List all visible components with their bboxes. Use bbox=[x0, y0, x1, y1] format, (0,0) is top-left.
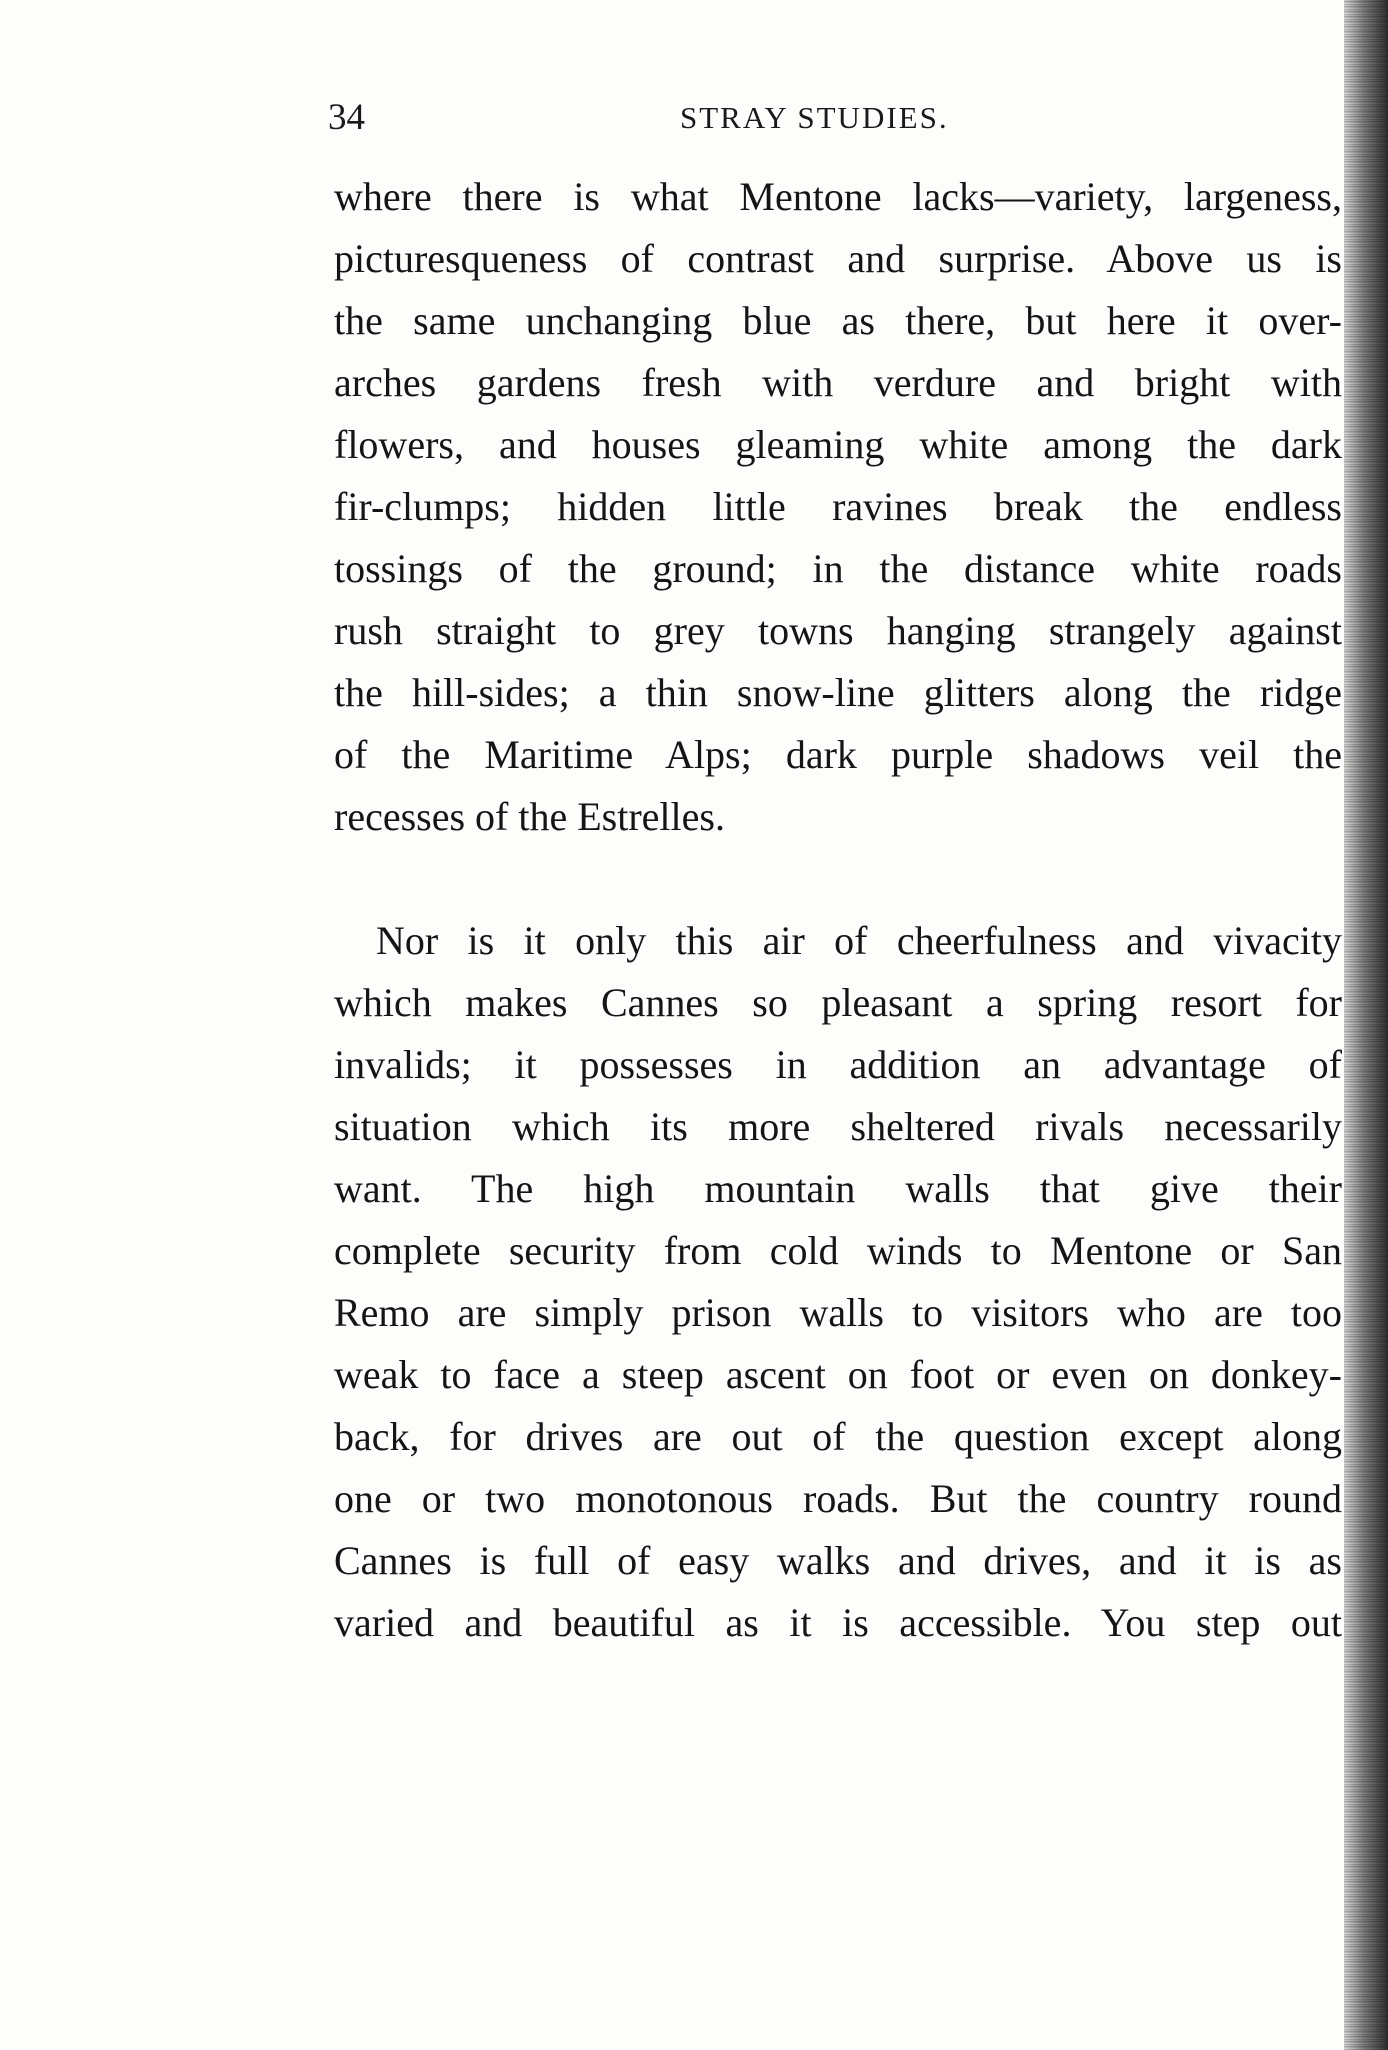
text-line: of the Maritime Alps; dark purple shadows veil the bbox=[334, 732, 1342, 777]
text-line: arches gardens fresh with verdure and bright with bbox=[334, 360, 1342, 405]
text-line: invalids; it possesses in addition an advantage of bbox=[334, 1042, 1342, 1087]
text-line: the same unchanging blue as there, but here it over- bbox=[334, 298, 1342, 343]
text-line: the hill-sides; a thin snow-line glitters along the ridge bbox=[334, 670, 1342, 715]
text-line: Nor is it only this air of cheerfulness and vivacity bbox=[376, 918, 1342, 963]
text-line: one or two monotonous roads. But the country round bbox=[334, 1476, 1342, 1521]
text-line: picturesqueness of contrast and surprise. Above us is bbox=[334, 236, 1342, 281]
text-line: Cannes is full of easy walks and drives, and it is as bbox=[334, 1538, 1342, 1583]
paragraph-1 bbox=[334, 166, 1342, 848]
paragraph-break bbox=[334, 848, 1342, 910]
text-line: situation which its more sheltered rivals necessarily bbox=[334, 1104, 1342, 1149]
text-line: tossings of the ground; in the distance white roads bbox=[334, 546, 1342, 591]
text-line: recesses of the Estrelles. bbox=[334, 794, 725, 839]
text-line: complete security from cold winds to Mentone or San bbox=[334, 1228, 1342, 1273]
text-line: where there is what Mentone lacks—variety, largeness, bbox=[334, 174, 1342, 219]
text-line: which makes Cannes so pleasant a spring resort for bbox=[334, 980, 1342, 1025]
text-line: Remo are simply prison walls to visitors who are too bbox=[334, 1290, 1342, 1335]
paragraph-2 bbox=[334, 910, 1342, 1654]
text-line: varied and beautiful as it is accessible. You step out bbox=[334, 1600, 1342, 1645]
running-head bbox=[328, 88, 1340, 148]
page-edge-shadow bbox=[1344, 0, 1388, 2050]
text-line: back, for drives are out of the question except along bbox=[334, 1414, 1342, 1459]
body-text bbox=[334, 166, 1342, 1654]
text-line: want. The high mountain walls that give their bbox=[334, 1166, 1342, 1211]
text-line: fir-clumps; hidden little ravines break the endless bbox=[334, 484, 1342, 529]
text-line: rush straight to grey towns hanging strangely against bbox=[334, 608, 1342, 653]
text-line: weak to face a steep ascent on foot or even on donkey- bbox=[334, 1352, 1342, 1397]
page-number: 34 bbox=[328, 97, 365, 138]
running-title: STRAY STUDIES. bbox=[680, 100, 949, 135]
text-line: flowers, and houses gleaming white among the dark bbox=[334, 422, 1342, 467]
